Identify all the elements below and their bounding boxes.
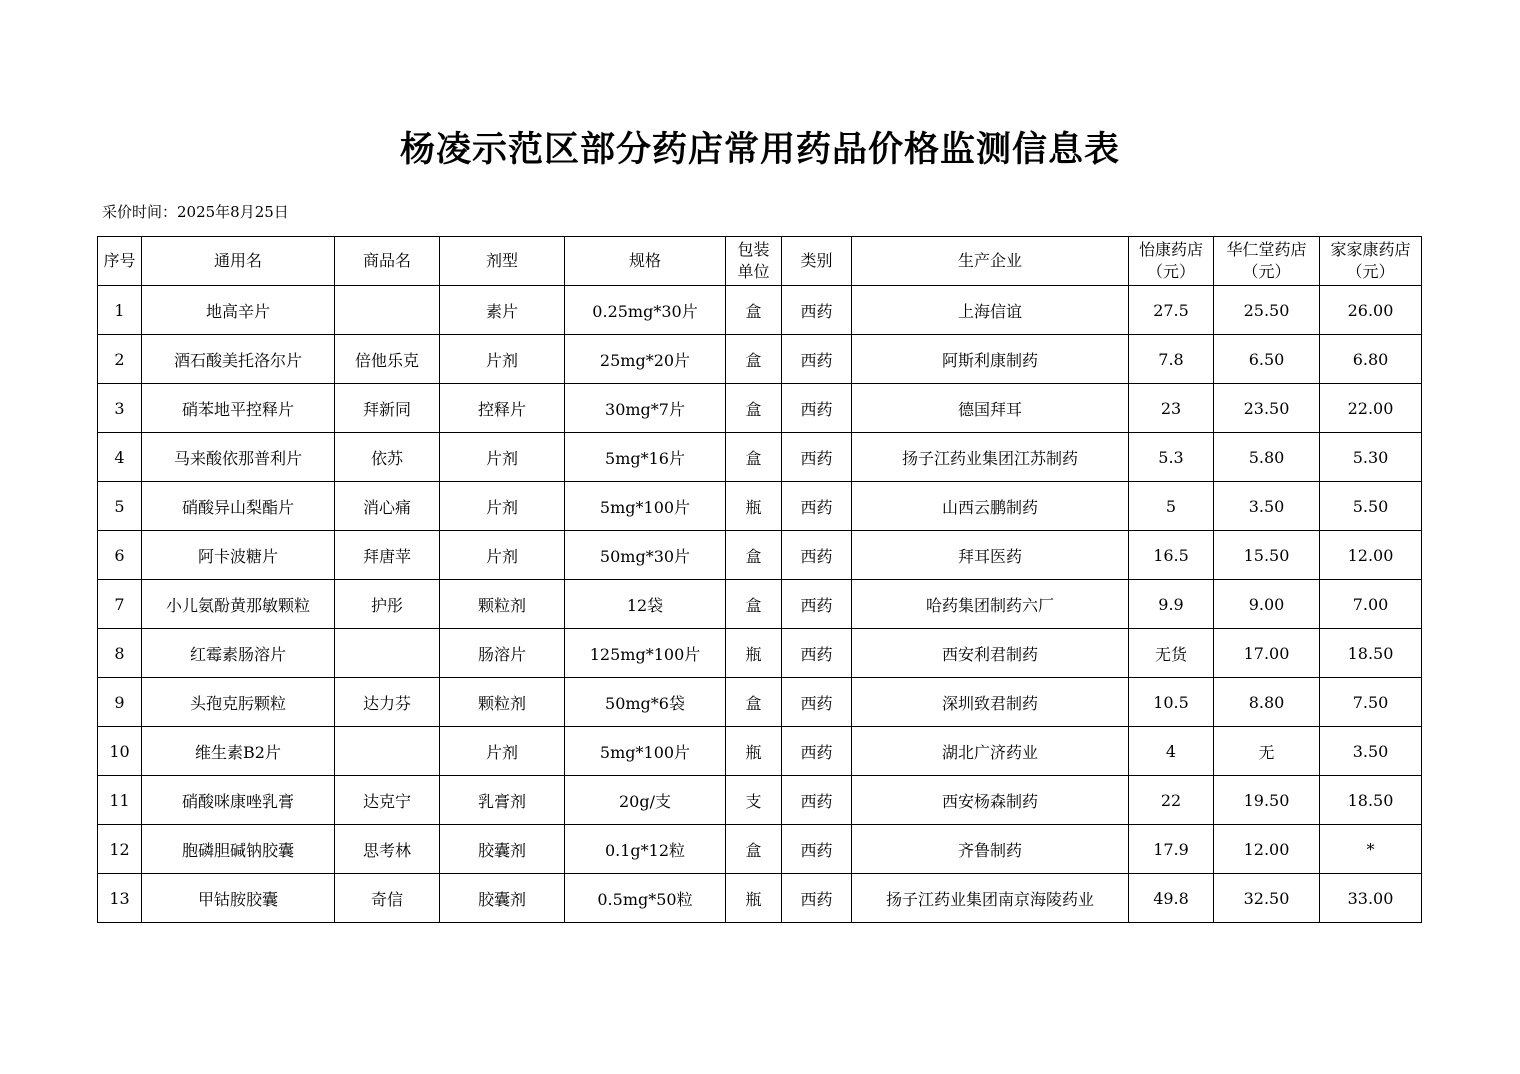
cell-dosage-form: 素片 [440,286,565,335]
table-row [98,286,1422,335]
cell-price-yikang: 5.3 [1129,433,1214,482]
table-row [98,776,1422,825]
cell-seq: 1 [98,286,142,335]
cell-price-jiajiakang: * [1320,825,1422,874]
header-category: 类别 [782,237,852,286]
cell-price-huarentang: 8.80 [1214,678,1320,727]
cell-unit: 盒 [726,678,782,727]
cell-price-yikang: 10.5 [1129,678,1214,727]
cell-spec: 12袋 [565,580,726,629]
cell-spec: 30mg*7片 [565,384,726,433]
cell-spec: 5mg*100片 [565,482,726,531]
cell-seq: 6 [98,531,142,580]
cell-brand-name: 达力芬 [335,678,440,727]
cell-unit: 盒 [726,531,782,580]
cell-unit: 盒 [726,433,782,482]
cell-generic-name: 酒石酸美托洛尔片 [142,335,335,384]
cell-price-huarentang: 12.00 [1214,825,1320,874]
cell-brand-name: 奇信 [335,874,440,923]
cell-price-jiajiakang: 3.50 [1320,727,1422,776]
cell-manufacturer: 上海信谊 [852,286,1129,335]
cell-category: 西药 [782,629,852,678]
cell-dosage-form: 颗粒剂 [440,580,565,629]
cell-price-yikang: 27.5 [1129,286,1214,335]
table-row [98,384,1422,433]
page-title: 杨凌示范区部分药店常用药品价格监测信息表 [399,130,1120,170]
cell-manufacturer: 扬子江药业集团南京海陵药业 [852,874,1129,923]
cell-category: 西药 [782,874,852,923]
cell-brand-name: 护彤 [335,580,440,629]
cell-category: 西药 [782,286,852,335]
cell-price-yikang: 5 [1129,482,1214,531]
cell-spec: 0.1g*12粒 [565,825,726,874]
cell-manufacturer: 哈药集团制药六厂 [852,580,1129,629]
cell-seq: 5 [98,482,142,531]
header-store-huarentang [1214,237,1320,286]
cell-category: 西药 [782,776,852,825]
cell-price-huarentang: 5.80 [1214,433,1320,482]
cell-price-huarentang: 6.50 [1214,335,1320,384]
cell-brand-name: 依苏 [335,433,440,482]
cell-dosage-form: 乳膏剂 [440,776,565,825]
cell-manufacturer: 齐鲁制药 [852,825,1129,874]
header-brand-name: 商品名 [335,237,440,286]
header-unit-line1: 包装 [737,240,770,259]
cell-price-jiajiakang: 7.50 [1320,678,1422,727]
cell-manufacturer: 西安利君制药 [852,629,1129,678]
cell-brand-name [335,286,440,335]
cell-price-jiajiakang: 6.80 [1320,335,1422,384]
cell-price-huarentang: 19.50 [1214,776,1320,825]
cell-category: 西药 [782,727,852,776]
cell-manufacturer: 德国拜耳 [852,384,1129,433]
cell-manufacturer: 湖北广济药业 [852,727,1129,776]
cell-price-huarentang: 32.50 [1214,874,1320,923]
table-header-row [98,237,1422,286]
cell-dosage-form: 颗粒剂 [440,678,565,727]
cell-price-yikang: 22 [1129,776,1214,825]
header-unit-line2: 单位 [737,262,770,281]
cell-price-jiajiakang: 7.00 [1320,580,1422,629]
header-store-yikang-name: 怡康药店 [1138,240,1203,259]
cell-category: 西药 [782,335,852,384]
header-store-huarentang-name: 华仁堂药店 [1226,240,1307,259]
table-row [98,335,1422,384]
cell-brand-name: 思考林 [335,825,440,874]
cell-dosage-form: 控释片 [440,384,565,433]
cell-seq: 13 [98,874,142,923]
cell-price-jiajiakang: 12.00 [1320,531,1422,580]
cell-unit: 瓶 [726,482,782,531]
cell-price-yikang: 49.8 [1129,874,1214,923]
cell-category: 西药 [782,384,852,433]
cell-seq: 11 [98,776,142,825]
cell-price-huarentang: 9.00 [1214,580,1320,629]
cell-price-yikang: 4 [1129,727,1214,776]
cell-category: 西药 [782,531,852,580]
cell-unit: 盒 [726,580,782,629]
cell-spec: 50mg*30片 [565,531,726,580]
cell-category: 西药 [782,825,852,874]
cell-price-huarentang: 3.50 [1214,482,1320,531]
cell-dosage-form: 胶囊剂 [440,874,565,923]
cell-dosage-form: 肠溶片 [440,629,565,678]
cell-spec: 0.5mg*50粒 [565,874,726,923]
cell-brand-name: 消心痛 [335,482,440,531]
cell-unit: 盒 [726,384,782,433]
cell-spec: 0.25mg*30片 [565,286,726,335]
cell-unit: 瓶 [726,874,782,923]
cell-price-yikang: 7.8 [1129,335,1214,384]
cell-price-jiajiakang: 18.50 [1320,629,1422,678]
cell-generic-name: 硝苯地平控释片 [142,384,335,433]
cell-price-jiajiakang: 5.30 [1320,433,1422,482]
cell-seq: 3 [98,384,142,433]
cell-generic-name: 地高辛片 [142,286,335,335]
cell-brand-name: 达克宁 [335,776,440,825]
header-seq: 序号 [98,237,142,286]
cell-dosage-form: 片剂 [440,433,565,482]
header-store-jiajiakang-unit: （元） [1346,262,1395,281]
cell-price-yikang: 无货 [1129,629,1214,678]
cell-manufacturer: 深圳致君制药 [852,678,1129,727]
header-spec: 规格 [565,237,726,286]
cell-price-jiajiakang: 22.00 [1320,384,1422,433]
cell-seq: 4 [98,433,142,482]
table-row [98,433,1422,482]
table-row [98,629,1422,678]
cell-price-jiajiakang: 18.50 [1320,776,1422,825]
cell-generic-name: 红霉素肠溶片 [142,629,335,678]
cell-generic-name: 维生素B2片 [142,727,335,776]
header-store-jiajiakang-name: 家家康药店 [1330,240,1411,259]
header-store-huarentang-unit: （元） [1242,262,1291,281]
cell-spec: 50mg*6袋 [565,678,726,727]
header-store-yikang-unit: （元） [1146,262,1195,281]
cell-price-jiajiakang: 5.50 [1320,482,1422,531]
table-body [98,286,1422,923]
cell-category: 西药 [782,433,852,482]
cell-spec: 5mg*100片 [565,727,726,776]
header-store-jiajiakang [1320,237,1422,286]
cell-unit: 盒 [726,335,782,384]
cell-spec: 5mg*16片 [565,433,726,482]
cell-generic-name: 硝酸咪康唑乳膏 [142,776,335,825]
cell-seq: 10 [98,727,142,776]
cell-generic-name: 胞磷胆碱钠胶囊 [142,825,335,874]
cell-dosage-form: 片剂 [440,482,565,531]
cell-seq: 7 [98,580,142,629]
table-row [98,874,1422,923]
table-row [98,482,1422,531]
cell-manufacturer: 西安杨森制药 [852,776,1129,825]
cell-dosage-form: 胶囊剂 [440,825,565,874]
cell-unit: 盒 [726,286,782,335]
cell-price-huarentang: 23.50 [1214,384,1320,433]
cell-price-huarentang: 17.00 [1214,629,1320,678]
cell-generic-name: 甲钴胺胶囊 [142,874,335,923]
cell-price-jiajiakang: 26.00 [1320,286,1422,335]
cell-brand-name [335,727,440,776]
cell-seq: 9 [98,678,142,727]
cell-spec: 125mg*100片 [565,629,726,678]
cell-category: 西药 [782,482,852,531]
cell-price-yikang: 17.9 [1129,825,1214,874]
table-row [98,727,1422,776]
cell-price-huarentang: 无 [1214,727,1320,776]
cell-unit: 瓶 [726,727,782,776]
cell-seq: 8 [98,629,142,678]
cell-dosage-form: 片剂 [440,727,565,776]
cell-generic-name: 马来酸依那普利片 [142,433,335,482]
cell-dosage-form: 片剂 [440,531,565,580]
cell-price-yikang: 16.5 [1129,531,1214,580]
cell-seq: 12 [98,825,142,874]
cell-manufacturer: 扬子江药业集团江苏制药 [852,433,1129,482]
cell-manufacturer: 阿斯利康制药 [852,335,1129,384]
price-table [97,236,1422,923]
cell-price-yikang: 23 [1129,384,1214,433]
header-manufacturer: 生产企业 [852,237,1129,286]
cell-brand-name: 拜唐苹 [335,531,440,580]
cell-generic-name: 阿卡波糖片 [142,531,335,580]
cell-spec: 20g/支 [565,776,726,825]
cell-brand-name [335,629,440,678]
header-store-yikang [1129,237,1214,286]
table-row [98,825,1422,874]
cell-brand-name: 拜新同 [335,384,440,433]
header-unit [726,237,782,286]
cell-generic-name: 小儿氨酚黄那敏颗粒 [142,580,335,629]
table-row [98,678,1422,727]
table-row [98,531,1422,580]
cell-unit: 支 [726,776,782,825]
table-row [98,580,1422,629]
survey-time: 采价时间：2025年8月25日 [102,203,289,221]
cell-unit: 瓶 [726,629,782,678]
cell-unit: 盒 [726,825,782,874]
header-generic-name: 通用名 [142,237,335,286]
cell-price-huarentang: 25.50 [1214,286,1320,335]
cell-spec: 25mg*20片 [565,335,726,384]
cell-price-jiajiakang: 33.00 [1320,874,1422,923]
cell-generic-name: 头孢克肟颗粒 [142,678,335,727]
cell-manufacturer: 山西云鹏制药 [852,482,1129,531]
cell-category: 西药 [782,678,852,727]
cell-generic-name: 硝酸异山梨酯片 [142,482,335,531]
cell-category: 西药 [782,580,852,629]
cell-manufacturer: 拜耳医药 [852,531,1129,580]
cell-seq: 2 [98,335,142,384]
cell-price-yikang: 9.9 [1129,580,1214,629]
cell-dosage-form: 片剂 [440,335,565,384]
cell-price-huarentang: 15.50 [1214,531,1320,580]
cell-brand-name: 倍他乐克 [335,335,440,384]
header-dosage-form: 剂型 [440,237,565,286]
